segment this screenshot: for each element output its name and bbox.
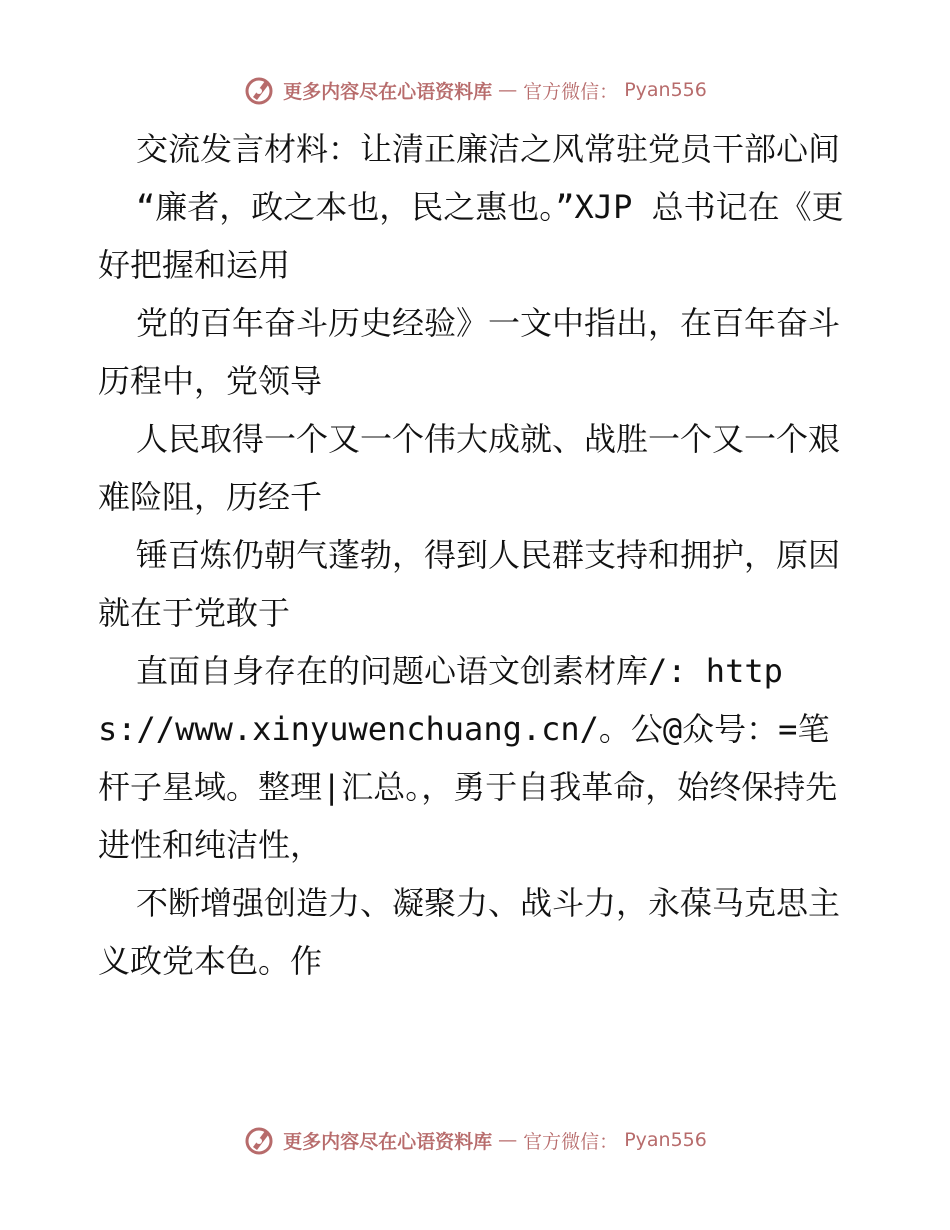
- footer-dash: —: [498, 1129, 518, 1151]
- paragraph: 锤百炼仍朝气蓬勃，得到人民群支持和拥护，原因就在于党敢于: [98, 536, 841, 632]
- paragraph-title: 交流发言材料：让清正廉洁之风常驻党员干部心间: [136, 130, 841, 168]
- paragraph: 不断增强创造力、凝聚力、战斗力，永葆马克思主义政党本色。作: [98, 884, 841, 980]
- paragraph: 党的百年奋斗历史经验》一文中指出，在百年奋斗历程中，党领导: [98, 304, 841, 400]
- document-body: [98, 120, 858, 990]
- header-official-label: 官方微信：: [523, 80, 619, 103]
- header-watermark: [0, 70, 950, 110]
- header-brand-text: 更多内容尽在心语资料库: [283, 80, 493, 103]
- footer-official-label: 官方微信：: [523, 1130, 619, 1153]
- footer-watermark: [0, 1120, 950, 1160]
- header-wechat-id: Pyan556: [624, 79, 707, 101]
- footer-wechat-id: Pyan556: [624, 1129, 707, 1151]
- footer-brand-text: 更多内容尽在心语资料库: [283, 1130, 493, 1153]
- header-dash: —: [498, 79, 518, 101]
- pen-nib-circle-icon: [243, 1123, 277, 1157]
- paragraph: 人民取得一个又一个伟大成就、战胜一个又一个艰难险阻，历经千: [98, 420, 841, 516]
- pen-nib-circle-icon: [243, 73, 277, 107]
- paragraph: “廉者，政之本也，民之惠也。”XJP 总书记在《更好把握和运用: [98, 188, 844, 284]
- paragraph: 直面自身存在的问题心语文创素材库/: https://www.xinyuwenchuang.cn/。公@众号：=笔杆子星域。整理|汇总。，勇于自我革命，始终保持先进性和纯洁性，: [98, 652, 838, 864]
